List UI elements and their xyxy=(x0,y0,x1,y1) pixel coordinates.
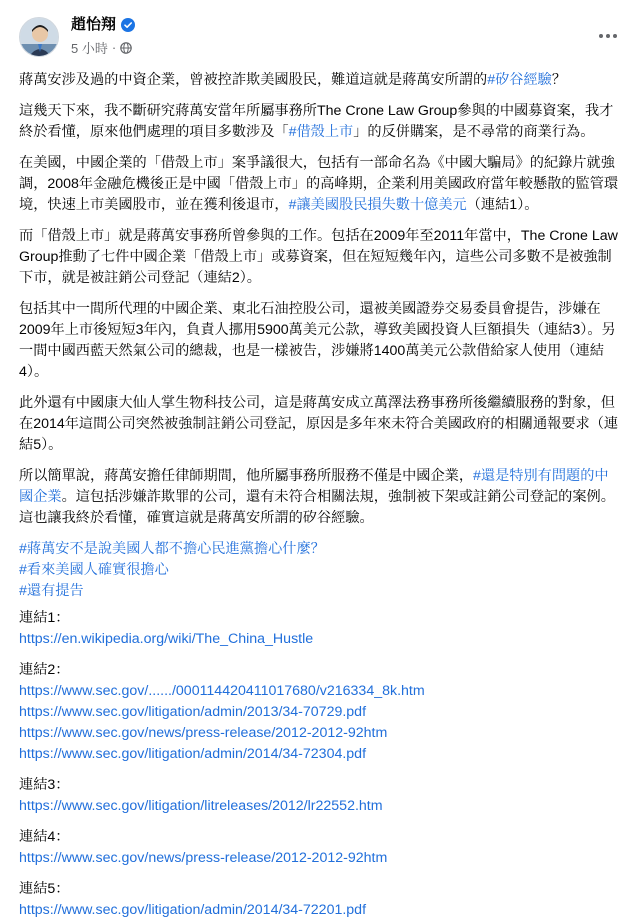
link-label: 連結5： xyxy=(19,881,70,897)
hashtag-link[interactable]: #矽谷經驗 xyxy=(487,72,552,88)
reference-url-link[interactable]: https://www.sec.gov/litigation/admin/2013/34-70729.pdf xyxy=(19,704,367,720)
meta-separator: · xyxy=(111,40,117,55)
hashtag-link[interactable]: #借殼上市 xyxy=(288,124,354,140)
avatar[interactable] xyxy=(19,17,59,57)
avatar-portrait-icon xyxy=(20,18,59,57)
hashtag-list xyxy=(19,539,622,602)
hashtag-link[interactable]: #讓美國股民損失數十億美元 xyxy=(288,197,467,213)
link-group xyxy=(19,660,622,765)
post-paragraph xyxy=(19,299,622,383)
post-header xyxy=(19,0,622,70)
link-label: 連結1： xyxy=(19,610,70,626)
reference-url-link[interactable]: https://www.sec.gov/litigation/litreleases/2012/lr22552.htm xyxy=(19,798,383,814)
post-body xyxy=(19,70,622,921)
author-row xyxy=(71,16,135,34)
hashtag-link[interactable]: #蔣萬安不是說美國人都不擔心民進黨擔心什麼？ xyxy=(19,541,325,557)
post-paragraphs xyxy=(19,70,622,529)
post-time[interactable]: 5 小時 xyxy=(71,41,108,56)
link-group xyxy=(19,608,622,650)
reference-url-link[interactable]: https://www.sec.gov/....../000114420411017680/v216334_8k.htm xyxy=(19,683,425,699)
paragraph-text: ？ xyxy=(551,72,567,88)
post-paragraph xyxy=(19,101,622,143)
post-paragraph xyxy=(19,393,622,456)
globe-icon[interactable] xyxy=(120,42,132,54)
link-label: 連結2： xyxy=(19,662,70,678)
link-group xyxy=(19,775,622,817)
link-label: 連結4： xyxy=(19,829,70,845)
reference-url-link[interactable]: https://www.sec.gov/litigation/admin/2014/34-72304.pdf xyxy=(19,746,367,762)
paragraph-text: 這幾天下來，我不斷研究蔣萬安當年所屬事務所The Crone Law Group參與的中國募資案，我才終於看懂，原來他們處理的項目多數涉及「 xyxy=(19,103,614,140)
link-group xyxy=(19,827,622,869)
link-group xyxy=(19,879,622,921)
post-paragraph xyxy=(19,226,622,289)
hashtag-link[interactable]: #看來美國人確實很擔心 xyxy=(19,562,169,578)
reference-url-link[interactable]: https://www.sec.gov/litigation/admin/2014/34-72201.pdf xyxy=(19,902,367,918)
author-name[interactable]: 趙怡翔 xyxy=(71,16,117,33)
post-paragraph xyxy=(19,153,622,216)
hashtag-link[interactable]: #還有提告 xyxy=(19,583,84,599)
post-meta xyxy=(71,38,132,57)
paragraph-text: 包括其中一間所代理的中國企業、東北石油控股公司，還被美國證券交易委員會提告，涉嫌在2009年上市後短短3年內，負責人挪用5900萬美元公款，導致美國投資人巨額損失（連結3）。另一間中國西藍天然氣公司的總裁，也是一樣被告，涉嫌將1400萬美元公款借給家人使用（連結4）。 xyxy=(19,301,616,380)
verified-badge-icon xyxy=(121,18,135,32)
more-options-icon xyxy=(598,33,618,39)
paragraph-text: 」的反併購案，是不尋常的商業行為。 xyxy=(353,124,595,140)
paragraph-text: 。這包括涉嫌詐欺罪的公司，還有未符合相關法規，強制被下架或註銷公司登記的案例。這也讓我終於看懂，確實這就是蔣萬安所謂的矽谷經驗。 xyxy=(19,489,615,526)
post-paragraph xyxy=(19,466,622,529)
reference-links xyxy=(19,608,622,921)
paragraph-text: 蔣萬安涉及過的中資企業，曾被控詐欺美國股民，難道這就是蔣萬安所謂的 xyxy=(19,72,488,88)
more-options-button[interactable] xyxy=(594,22,622,50)
paragraph-text: 此外還有中國康大仙人掌生物科技公司，這是蔣萬安成立萬澤法務事務所後繼續服務的對象，但在2014年這間公司突然被強制註銷公司登記，原因是多年來未符合美國政府的相關通報要求（連結5）。 xyxy=(19,395,619,453)
link-label: 連結3： xyxy=(19,777,70,793)
paragraph-text: 在美國，中國企業的「借殼上市」案爭議很大，包括有一部命名為《中國大騙局》的紀錄片就強調，2008年金融危機後正是中國「借殼上市」的高峰期，企業利用美國政府當年較懸散的監管環境，快速上市美國股市，並在獲利後退市， xyxy=(19,155,619,213)
paragraph-text: 而「借殼上市」就是蔣萬安事務所曾參與的工作。包括在2009年至2011年當中，The Crone Law Group推動了七件中國企業「借殼上市」或募資案，但在短短幾年內，這些公司多數不是被強制下市，就是被註銷公司登記（連結2）。 xyxy=(19,228,618,286)
hashtag-link[interactable]: #還是特別有問題的中國企業 xyxy=(19,468,609,505)
reference-url-link[interactable]: https://www.sec.gov/news/press-release/2012-2012-92htm xyxy=(19,850,388,866)
paragraph-text: （連結1）。 xyxy=(466,197,539,213)
post-paragraph xyxy=(19,70,622,91)
reference-url-link[interactable]: https://www.sec.gov/news/press-release/2012-2012-92htm xyxy=(19,725,388,741)
reference-url-link[interactable]: https://en.wikipedia.org/wiki/The_China_Hustle xyxy=(19,631,314,647)
paragraph-text: 所以簡單說，蔣萬安擔任律師期間，他所屬事務所服務不僅是中國企業， xyxy=(19,468,474,484)
